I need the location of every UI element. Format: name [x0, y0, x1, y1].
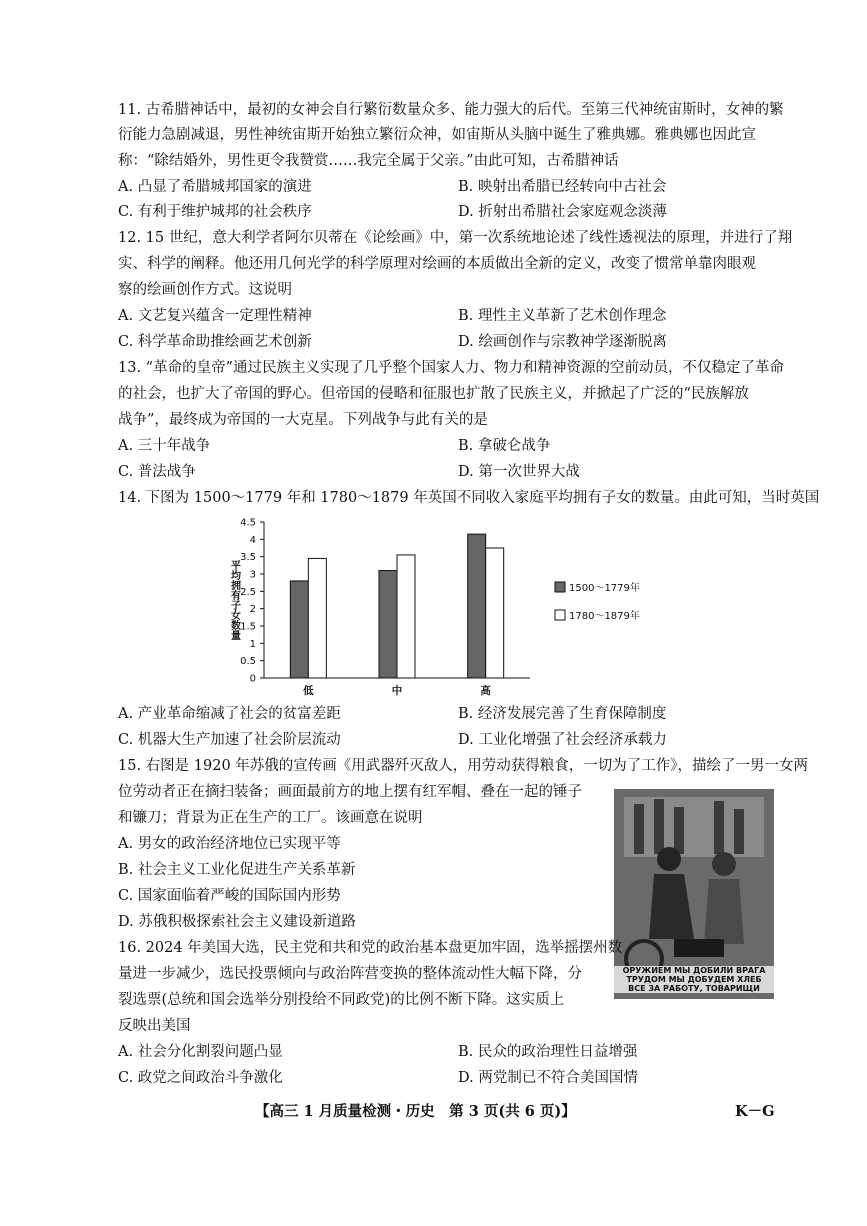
q13-line-3: 战争”，最终成为帝国的一大克星。下列战争与此有关的是 — [118, 412, 488, 428]
q14-option-a: A. 产业革命缩减了社会的贫富差距 — [118, 706, 341, 722]
q16-line-3: 裂选票(总统和国会选举分别投给不同政党)的比例不断下降。这实质上 — [118, 992, 565, 1008]
q16-line-2: 量进一步减少，选民投票倾向与政治阵营变换的整体流动性大幅下降，分 — [118, 966, 582, 982]
q11-option-c: C. 有利于维护城邦的社会秩序 — [118, 204, 312, 220]
x-tick-label: 低 — [303, 685, 314, 697]
q11-option-d: D. 折射出希腊社会家庭观念淡薄 — [458, 204, 667, 220]
q12-line-1: 12. 15 世纪，意大利学者阿尔贝蒂在《论绘画》中，第一次系统地论述了线性透视法的原理，并进行了翔 — [118, 230, 793, 246]
q14-option-c: C. 机器大生产加速了社会阶层流动 — [118, 732, 341, 748]
q12-option-b: B. 理性主义革新了艺术创作理念 — [458, 308, 667, 324]
legend-swatch — [555, 610, 565, 620]
y-tick-label: 0.5 — [240, 656, 256, 668]
q15-line-3: 和镰刀；背景为正在生产的工厂。该画意在说明 — [118, 810, 423, 826]
x-tick-label: 中 — [391, 685, 403, 697]
q16-option-a: A. 社会分化割裂问题凸显 — [118, 1044, 283, 1060]
legend-label: 1500～1779年 — [569, 583, 640, 594]
q16-line-1: 16. 2024 年美国大选，民主党和共和党的政治基本盘更加牢固，选举摇摆州数 — [118, 940, 623, 956]
q11-option-b: B. 映射出希腊已经转向中古社会 — [458, 179, 667, 195]
q15-option-a: A. 男女的政治经济地位已实现平等 — [118, 836, 341, 852]
y-tick-label: 4 — [249, 534, 256, 546]
y-tick-label: 0 — [249, 673, 256, 685]
bar-1500-1779-0 — [290, 581, 308, 678]
bar-1780-1879-1 — [397, 555, 415, 678]
q15-line-2: 位劳动者正在摘扫装备；画面最前方的地上摆有红军帽、叠在一起的锤子 — [118, 784, 582, 800]
q13-option-c: C. 普法战争 — [118, 464, 196, 480]
y-tick-label: 2 — [249, 604, 256, 616]
q12-line-2: 实、科学的阐释。他还用几何光学的科学原理对绘画的本质做出全新的定义，改变了惯常单靠肉眼观 — [118, 256, 756, 272]
q16-option-c: C. 政党之间政治斗争激化 — [118, 1070, 283, 1086]
q11-line-3: 称：“除结婚外，男性更令我赞赏……我完全属于父亲。”由此可知，古希腊神话 — [118, 153, 619, 169]
q14-bar-chart — [220, 512, 660, 702]
q15-option-b: B. 社会主义工业化促进生产关系革新 — [118, 862, 356, 878]
x-tick-label: 高 — [480, 685, 491, 697]
q12-option-a: A. 文艺复兴蕴含一定理性精神 — [118, 308, 312, 324]
y-tick-label: 3 — [249, 569, 256, 581]
q13-option-b: B. 拿破仑战争 — [458, 438, 551, 454]
soviet-poster-image — [614, 789, 774, 999]
q12-line-3: 察的绘画创作方式。这说明 — [118, 282, 292, 298]
y-tick-label: 3.5 — [240, 552, 256, 564]
q14-option-b: B. 经济发展完善了生育保障制度 — [458, 706, 667, 722]
y-tick-label: 2.5 — [240, 586, 256, 598]
q11-line-1: 11. 古希腊神话中，最初的女神会自行繁衍数量众多、能力强大的后代。至第三代神统宙斯时，女神的繁 — [118, 102, 784, 118]
q11-line-2: 衍能力急剧减退，男性神统宙斯开始独立繁衍众神，如宙斯从头脑中诞生了雅典娜。雅典娜也因此宣 — [118, 127, 756, 143]
page-footer: 【高三 1 月质量检测・历史 第 3 页(共 6 页)】 — [255, 1103, 576, 1120]
y-tick-label: 1 — [249, 638, 256, 650]
bar-1500-1779-2 — [468, 534, 486, 678]
y-axis-label: 平均拥有子女数量 — [228, 560, 240, 640]
q14-option-d: D. 工业化增强了社会经济承载力 — [458, 732, 667, 748]
q12-option-d: D. 绘画创作与宗教神学逐渐脱离 — [458, 334, 667, 350]
y-tick-label: 1.5 — [240, 621, 256, 633]
bar-1780-1879-0 — [308, 558, 326, 678]
bar-1780-1879-2 — [486, 548, 504, 678]
q15-line-1: 15. 右图是 1920 年苏俄的宣传画《用武器歼灭敌人，用劳动获得粮食，一切为了工作》，描绘了一男一女两 — [118, 758, 809, 774]
q11-option-a: A. 凸显了希腊城邦国家的演进 — [118, 179, 312, 195]
poster-caption-line-3: ВСЕ ЗА РАБОТУ, ТОВАРИЩИ — [628, 984, 760, 993]
q12-option-c: C. 科学革命助推绘画艺术创新 — [118, 334, 312, 350]
y-tick-label: 4.5 — [240, 517, 256, 529]
legend-label: 1780～1879年 — [569, 611, 640, 622]
paper-code: K－G — [735, 1103, 775, 1120]
q16-option-d: D. 两党制已不符合美国国情 — [458, 1070, 638, 1086]
q16-option-b: B. 民众的政治理性日益增强 — [458, 1044, 638, 1060]
q15-option-d: D. 苏俄积极探索社会主义建设新道路 — [118, 914, 356, 930]
q14-line-1: 14. 下图为 1500～1779 年和 1780～1879 年英国不同收入家庭平均拥有子女的数量。由此可知，当时英国 — [118, 490, 820, 506]
poster-caption-line-2: ТРУДОМ МЫ ДОБУДЕМ ХЛЕБ — [626, 975, 762, 984]
q16-line-4: 反映出美国 — [118, 1018, 191, 1034]
q13-option-d: D. 第一次世界大战 — [458, 464, 580, 480]
q13-line-2: 的社会，也扩大了帝国的野心。但帝国的侵略和征服也扩散了民族主义，并掀起了广泛的“民族解放 — [118, 386, 749, 402]
legend-swatch — [555, 582, 565, 592]
q15-option-c: C. 国家面临着严峻的国际国内形势 — [118, 888, 341, 904]
poster-caption — [614, 966, 774, 993]
poster-caption-line-1: ОРУЖИЕМ МЫ ДОБИЛИ ВРАГА — [622, 966, 766, 975]
q13-option-a: A. 三十年战争 — [118, 438, 211, 454]
q13-line-1: 13. “革命的皇帝”通过民族主义实现了几乎整个国家人力、物力和精神资源的空前动员，不仅稳定了革命 — [118, 360, 784, 376]
bar-1500-1779-1 — [379, 571, 397, 678]
